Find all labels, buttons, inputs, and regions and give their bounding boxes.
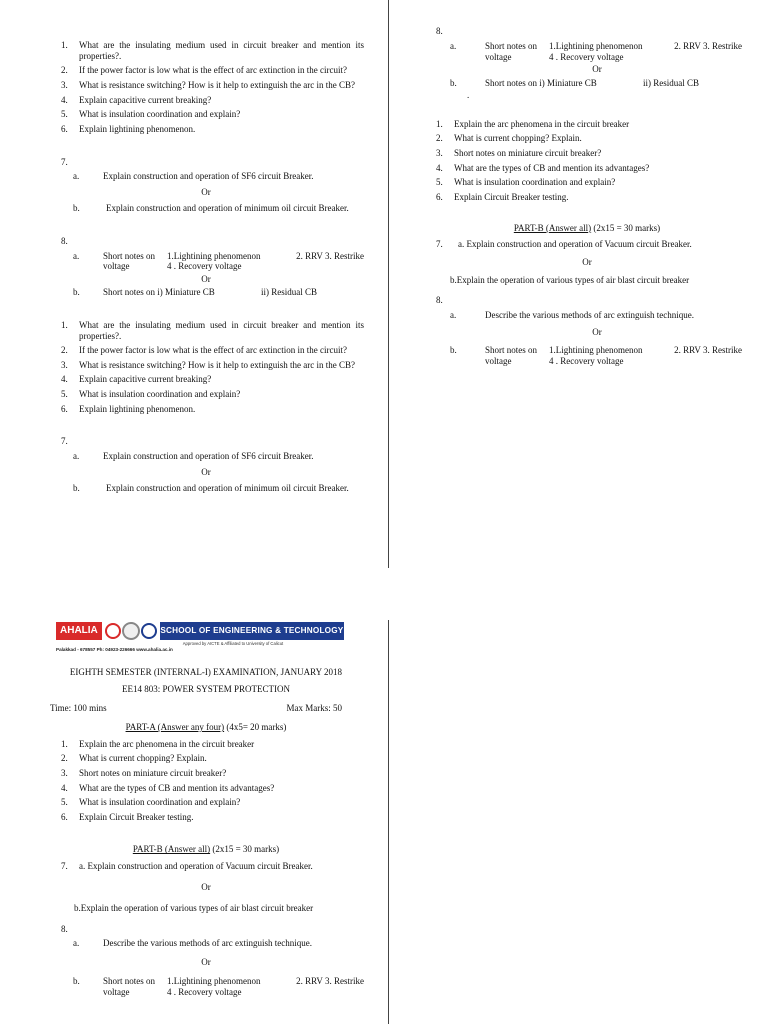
list-item: 6. Explain Circuit Breaker testing.	[61, 811, 194, 822]
question-number: 8.	[61, 235, 68, 246]
part-b-heading: PART-B (Answer all) (2x15 = 30 marks)	[132, 844, 280, 855]
list-item: 6. Explain Circuit Breaker testing.	[436, 191, 569, 202]
or-separator: Or	[201, 466, 211, 477]
list-item: 1. What are the insulating medium used in circuit breaker and mention its properties?.	[61, 319, 364, 341]
logo-approval: Approved by AICTE & Affiliated to University of Calicut	[182, 641, 284, 646]
sub-question: b. Short notes on 1.Lightining phenomenon 2. RRV 3. Restrike voltage 4 . Recovery voltage	[73, 976, 364, 997]
exam-time: Time: 100 mins	[50, 703, 107, 714]
list-item: 4. Explain capacitive current breaking?	[61, 94, 212, 105]
sub-question: b.Explain the operation of various types of air blast circuit breaker	[74, 902, 314, 913]
question-list-part-a	[48, 320, 364, 415]
list-item: 5. What is insulation coordination and explain?	[61, 388, 241, 399]
list-item: 1. What are the insulating medium used in circuit breaker and mention its properties?.	[61, 40, 364, 61]
question-number: 7.	[61, 156, 68, 167]
logo-brand: AHALIA	[56, 622, 102, 640]
question-number: 7.	[61, 436, 68, 447]
question-number: 8.	[436, 294, 443, 305]
part-a-heading: PART-A (Answer any four) (4x5= 20 marks)	[125, 721, 287, 732]
or-separator: Or	[582, 257, 592, 268]
page-top-left	[48, 40, 364, 497]
logo-school-name: SCHOOL OF ENGINEERING & TECHNOLOGY	[160, 622, 344, 640]
list-item: 3. Short notes on miniature circuit breaker?	[436, 147, 602, 158]
list-item: 4. What are the types of CB and mention its advantages?	[436, 162, 650, 173]
sub-question: b.Explain the operation of various types of air blast circuit breaker	[450, 274, 690, 285]
list-item: 2. What is current chopping? Explain.	[436, 133, 582, 144]
emblem-icon	[102, 622, 160, 640]
sub-question: b. Short notes on 1.Lightining phenomenon 2. RRV 3. Restrike voltage 4 . Recovery voltage	[450, 345, 742, 366]
question-list-part-a	[432, 119, 742, 203]
or-separator: Or	[201, 187, 211, 198]
or-separator: Or	[592, 64, 602, 75]
exam-meta	[48, 703, 364, 714]
list-item: 5. What is insulation coordination and explain?	[436, 177, 616, 188]
sub-question: b. Explain construction and operation of minimum oil circuit Breaker.	[73, 482, 349, 493]
list-item: 5. What is insulation coordination and explain?	[61, 797, 241, 808]
question-number: 8.	[61, 923, 68, 934]
stray-dot: .	[467, 89, 470, 100]
part-b-heading: PART-B (Answer all) (2x15 = 30 marks)	[513, 222, 661, 233]
page-top-right	[432, 26, 742, 371]
list-item: 1. Explain the arc phenomena in the circuit breaker	[61, 738, 255, 749]
or-separator: Or	[592, 327, 602, 338]
list-item: 3. What is resistance switching? How is it help to extinguish the arc in the CB?	[61, 79, 355, 90]
sub-question: 7. a. Explain construction and operation of Vacuum circuit Breaker.	[436, 239, 692, 250]
college-logo	[56, 622, 344, 640]
list-item: 2. If the power factor is low what is the effect of arc extinction in the circuit?	[61, 345, 347, 356]
sub-question: a. Short notes on 1.Lightining phenomenon 2. RRV 3. Restrike voltage 4 . Recovery voltage	[450, 40, 742, 62]
or-separator: Or	[201, 274, 211, 285]
list-item: 6. Explain lightining phenomenon.	[61, 123, 196, 134]
list-item: 2. What is current chopping? Explain.	[61, 753, 207, 764]
list-item: 3. Short notes on miniature circuit breaker?	[61, 767, 227, 778]
sub-question: b. Short notes on i) Miniature CB ii) Residual CB	[450, 78, 699, 89]
list-item: 1. Explain the arc phenomena in the circuit breaker	[436, 118, 630, 129]
sub-question: a. Explain construction and operation of SF6 circuit Breaker.	[73, 451, 314, 462]
list-item: 2. If the power factor is low what is the effect of arc extinction in the circuit?	[61, 65, 347, 76]
sub-question: b. Short notes on i) Miniature CB ii) Residual CB	[73, 286, 317, 297]
sub-question: a. Short notes on 1.Lightining phenomenon 2. RRV 3. Restrike voltage 4 . Recovery voltage	[73, 250, 364, 272]
sub-question: a. Describe the various methods of arc extinguish technique.	[73, 938, 312, 949]
logo-address: Palakkad - 678557 Ph: 04923-226666 www.ahalia.ac.in	[56, 647, 173, 653]
or-separator: Or	[201, 882, 211, 893]
list-item: 6. Explain lightining phenomenon.	[61, 403, 196, 414]
page-divider-bottom	[388, 620, 389, 1024]
question-list-part-a	[48, 40, 364, 135]
course-title: EE14 803: POWER SYSTEM PROTECTION	[121, 684, 290, 695]
sub-question: 7. a. Explain construction and operation of Vacuum circuit Breaker.	[61, 861, 313, 872]
list-item: 5. What is insulation coordination and explain?	[61, 109, 241, 120]
sub-question: b. Explain construction and operation of minimum oil circuit Breaker.	[73, 202, 349, 213]
exam-max-marks: Max Marks: 50	[286, 703, 342, 714]
page-bottom-left	[48, 622, 364, 1002]
or-separator: Or	[201, 957, 211, 968]
list-item: 3. What is resistance switching? How is it help to extinguish the arc in the CB?	[61, 359, 355, 370]
sub-question: a. Describe the various methods of arc extinguish technique.	[450, 309, 694, 320]
sub-question: a. Explain construction and operation of SF6 circuit Breaker.	[73, 171, 314, 182]
list-item: 4. Explain capacitive current breaking?	[61, 374, 212, 385]
exam-title: EIGHTH SEMESTER (INTERNAL-I) EXAMINATION, JANUARY 2018	[69, 666, 343, 677]
list-item: 4. What are the types of CB and mention its advantages?	[61, 782, 275, 793]
question-list-part-a	[48, 739, 364, 823]
question-number: 8.	[436, 26, 443, 36]
page-divider-top	[388, 0, 389, 568]
